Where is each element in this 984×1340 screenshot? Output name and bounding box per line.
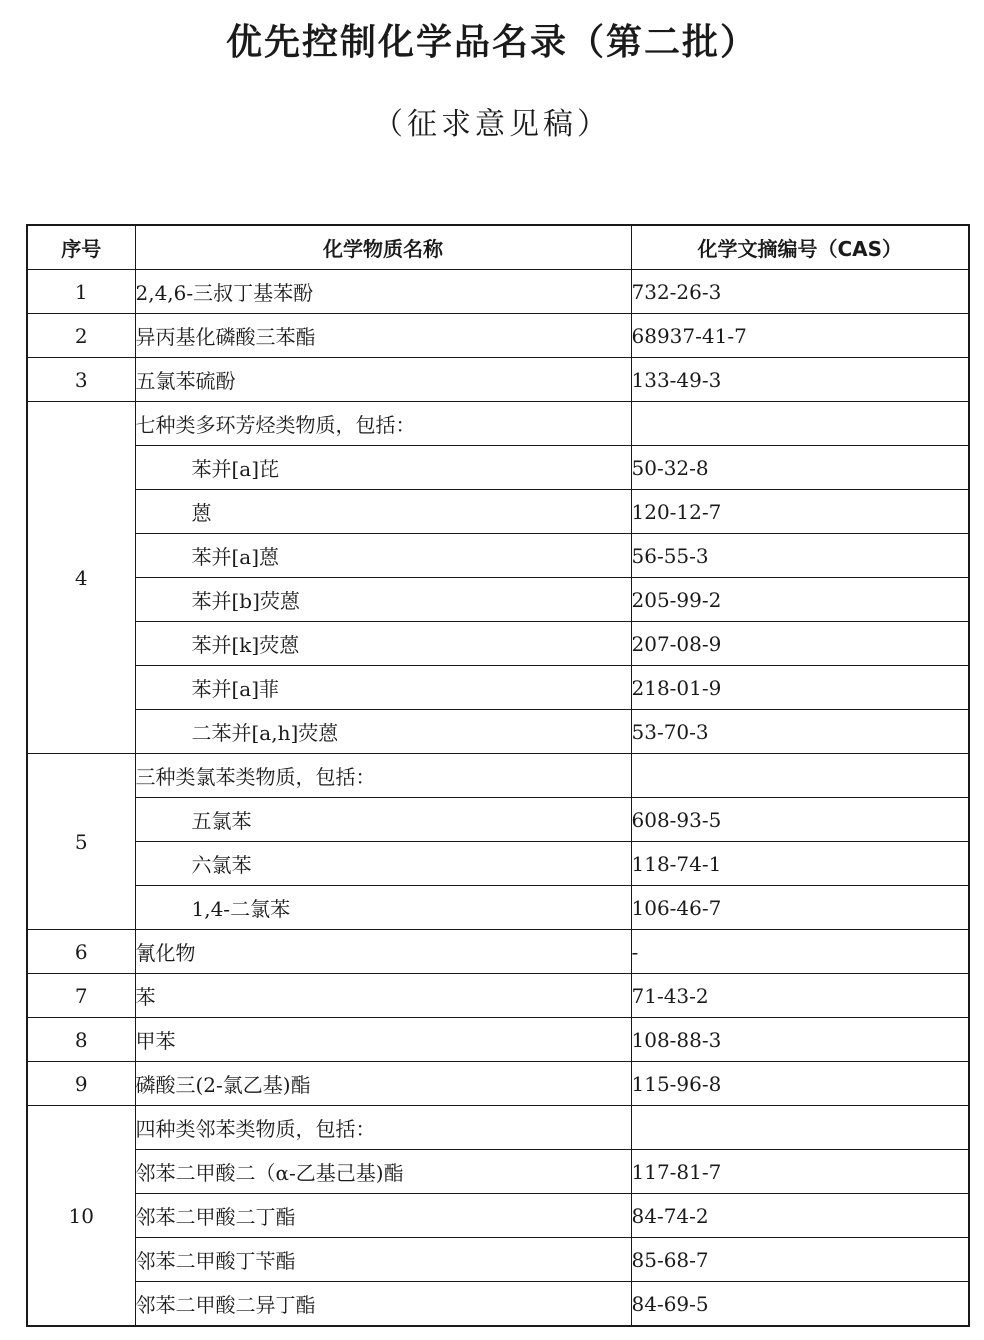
row-seq: 9 (27, 1062, 135, 1106)
table-row (27, 1106, 969, 1150)
row-seq: 10 (27, 1106, 135, 1327)
row-cas: 84-69-5 (631, 1282, 969, 1327)
table-row (27, 1282, 969, 1327)
table-row (27, 1062, 969, 1106)
row-cas: 118-74-1 (631, 842, 969, 886)
table-row (27, 1018, 969, 1062)
row-seq: 8 (27, 1018, 135, 1062)
row-name: 磷酸三(2-氯乙基)酯 (135, 1062, 631, 1106)
row-name: 苯 (135, 974, 631, 1018)
row-cas (631, 1106, 969, 1150)
row-cas: 85-68-7 (631, 1238, 969, 1282)
row-cas: 117-81-7 (631, 1150, 969, 1194)
table-row (27, 754, 969, 798)
header-seq: 序号 (27, 225, 135, 270)
row-cas: 608-93-5 (631, 798, 969, 842)
row-cas: 207-08-9 (631, 622, 969, 666)
row-cas: 50-32-8 (631, 446, 969, 490)
table-row (27, 358, 969, 402)
row-name: 七种类多环芳烃类物质，包括： (135, 402, 631, 446)
table-row (27, 1150, 969, 1194)
row-name: 甲苯 (135, 1018, 631, 1062)
row-cas: 68937-41-7 (631, 314, 969, 358)
row-name: 四种类邻苯类物质，包括： (135, 1106, 631, 1150)
table-row (27, 490, 969, 534)
row-seq: 2 (27, 314, 135, 358)
row-cas: - (631, 930, 969, 974)
table-row (27, 974, 969, 1018)
table-row (27, 666, 969, 710)
row-name: 三种类氯苯类物质，包括： (135, 754, 631, 798)
table-row (27, 314, 969, 358)
document-subtitle: （征求意见稿） (373, 107, 611, 142)
row-seq: 6 (27, 930, 135, 974)
row-name: 邻苯二甲酸二异丁酯 (135, 1282, 631, 1327)
table-row (27, 622, 969, 666)
row-name: 邻苯二甲酸丁苄酯 (135, 1238, 631, 1282)
row-cas: 53-70-3 (631, 710, 969, 754)
table-row (27, 842, 969, 886)
row-seq: 3 (27, 358, 135, 402)
row-name: 六氯苯 (135, 842, 631, 886)
row-seq: 5 (27, 754, 135, 930)
row-seq: 7 (27, 974, 135, 1018)
row-name: 邻苯二甲酸二（α-乙基己基)酯 (135, 1150, 631, 1194)
row-name: 苯并[k]荧蒽 (135, 622, 631, 666)
row-seq: 4 (27, 402, 135, 754)
row-cas: 133-49-3 (631, 358, 969, 402)
row-cas: 108-88-3 (631, 1018, 969, 1062)
row-name: 五氯苯硫酚 (135, 358, 631, 402)
table-row (27, 446, 969, 490)
row-cas (631, 402, 969, 446)
header-cas: 化学文摘编号（CAS） (631, 225, 969, 270)
row-name: 蒽 (135, 490, 631, 534)
row-cas (631, 754, 969, 798)
table-row (27, 270, 969, 314)
row-cas: 56-55-3 (631, 534, 969, 578)
table-row (27, 1194, 969, 1238)
row-cas: 120-12-7 (631, 490, 969, 534)
table-row (27, 886, 969, 930)
table-row (27, 534, 969, 578)
row-cas: 732-26-3 (631, 270, 969, 314)
table-row (27, 798, 969, 842)
chemical-list-table (26, 224, 970, 1327)
table-row (27, 578, 969, 622)
row-name: 氰化物 (135, 930, 631, 974)
row-name: 邻苯二甲酸二丁酯 (135, 1194, 631, 1238)
table-row (27, 1238, 969, 1282)
row-name: 2,4,6-三叔丁基苯酚 (135, 270, 631, 314)
row-cas: 71-43-2 (631, 974, 969, 1018)
table-header-row (27, 225, 969, 270)
row-name: 苯并[a]蒽 (135, 534, 631, 578)
table-row (27, 710, 969, 754)
row-name: 苯并[a]芘 (135, 446, 631, 490)
header-name: 化学物质名称 (135, 225, 631, 270)
row-name: 1,4-二氯苯 (135, 886, 631, 930)
row-cas: 218-01-9 (631, 666, 969, 710)
row-name: 五氯苯 (135, 798, 631, 842)
row-cas: 115-96-8 (631, 1062, 969, 1106)
row-seq: 1 (27, 270, 135, 314)
row-name: 苯并[a]菲 (135, 666, 631, 710)
row-name: 苯并[b]荧蒽 (135, 578, 631, 622)
table-row (27, 930, 969, 974)
row-cas: 106-46-7 (631, 886, 969, 930)
row-cas: 84-74-2 (631, 1194, 969, 1238)
row-name: 二苯并[a,h]荧蒽 (135, 710, 631, 754)
table-row (27, 402, 969, 446)
row-cas: 205-99-2 (631, 578, 969, 622)
document-title: 优先控制化学品名录（第二批） (225, 22, 758, 63)
row-name: 异丙基化磷酸三苯酯 (135, 314, 631, 358)
